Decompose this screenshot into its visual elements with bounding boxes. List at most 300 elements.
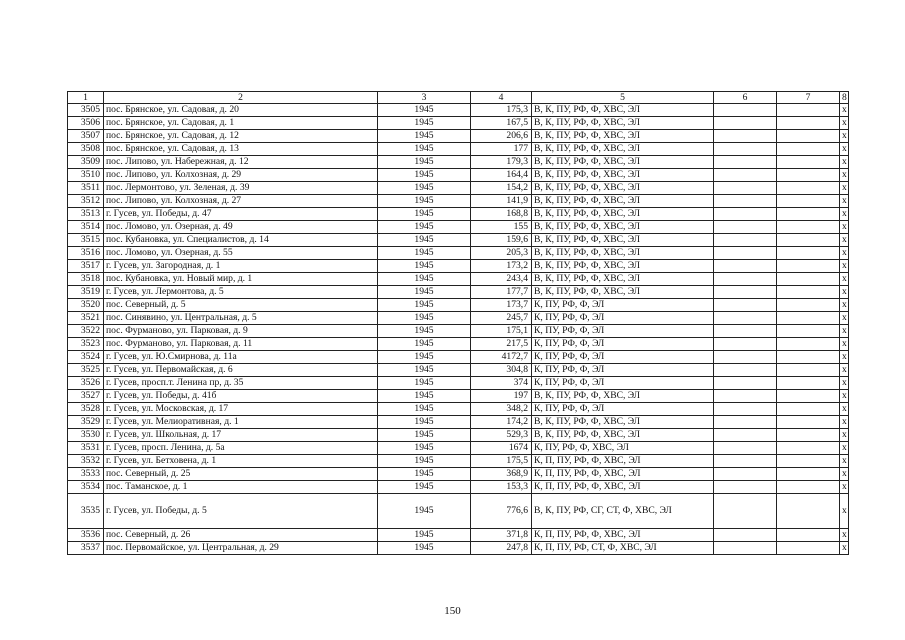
table-row <box>68 221 849 234</box>
col7-cell <box>777 104 840 117</box>
table-row <box>68 494 849 529</box>
col6-cell <box>714 182 777 195</box>
features-cell: К, ПУ, РФ, Ф, ЭЛ <box>532 403 714 416</box>
year-cell: 1945 <box>378 234 471 247</box>
col7-cell <box>777 416 840 429</box>
features-cell: К, ПУ, РФ, Ф, ХВС, ЭЛ <box>532 442 714 455</box>
col8-cell: x <box>840 529 849 542</box>
row-number: 3520 <box>68 299 104 312</box>
row-number: 3537 <box>68 542 104 555</box>
area-cell: 247,8 <box>471 542 532 555</box>
table-row <box>68 403 849 416</box>
features-cell: В, К, ПУ, РФ, Ф, ХВС, ЭЛ <box>532 169 714 182</box>
header-col-6: 6 <box>714 92 777 104</box>
col7-cell <box>777 195 840 208</box>
area-cell: 776,6 <box>471 494 532 529</box>
col7-cell <box>777 247 840 260</box>
col7-cell <box>777 481 840 494</box>
row-number: 3524 <box>68 351 104 364</box>
table-row <box>68 286 849 299</box>
col6-cell <box>714 273 777 286</box>
col7-cell <box>777 208 840 221</box>
col7-cell <box>777 130 840 143</box>
col8-cell: x <box>840 260 849 273</box>
table-row <box>68 390 849 403</box>
col8-cell: x <box>840 351 849 364</box>
features-cell: В, К, ПУ, РФ, Ф, ХВС, ЭЛ <box>532 221 714 234</box>
row-number: 3514 <box>68 221 104 234</box>
address-cell: г. Гусев, ул. Победы, д. 41б <box>104 390 378 403</box>
row-number: 3510 <box>68 169 104 182</box>
year-cell: 1945 <box>378 403 471 416</box>
registry-table <box>67 91 849 555</box>
area-cell: 304,8 <box>471 364 532 377</box>
area-cell: 173,2 <box>471 260 532 273</box>
area-cell: 348,2 <box>471 403 532 416</box>
col8-cell: x <box>840 208 849 221</box>
col6-cell <box>714 455 777 468</box>
row-number: 3528 <box>68 403 104 416</box>
col8-cell: x <box>840 273 849 286</box>
table-row <box>68 273 849 286</box>
year-cell: 1945 <box>378 182 471 195</box>
row-number: 3516 <box>68 247 104 260</box>
features-cell: В, К, ПУ, РФ, Ф, ХВС, ЭЛ <box>532 143 714 156</box>
col8-cell: x <box>840 403 849 416</box>
col7-cell <box>777 234 840 247</box>
features-cell: В, К, ПУ, РФ, Ф, ХВС, ЭЛ <box>532 247 714 260</box>
col6-cell <box>714 351 777 364</box>
features-cell: В, К, ПУ, РФ, Ф, ХВС, ЭЛ <box>532 429 714 442</box>
address-cell: пос. Брянское, ул. Садовая, д. 20 <box>104 104 378 117</box>
col8-cell: x <box>840 481 849 494</box>
col8-cell: x <box>840 494 849 529</box>
features-cell: К, ПУ, РФ, Ф, ЭЛ <box>532 364 714 377</box>
col6-cell <box>714 377 777 390</box>
address-cell: пос. Брянское, ул. Садовая, д. 12 <box>104 130 378 143</box>
row-number: 3534 <box>68 481 104 494</box>
row-number: 3517 <box>68 260 104 273</box>
year-cell: 1945 <box>378 338 471 351</box>
col7-cell <box>777 117 840 130</box>
address-cell: пос. Таманское, д. 1 <box>104 481 378 494</box>
col7-cell <box>777 455 840 468</box>
features-cell: В, К, ПУ, РФ, Ф, ХВС, ЭЛ <box>532 104 714 117</box>
area-cell: 4172,7 <box>471 351 532 364</box>
features-cell: К, ПУ, РФ, Ф, ЭЛ <box>532 351 714 364</box>
table-row <box>68 299 849 312</box>
col6-cell <box>714 117 777 130</box>
address-cell: пос. Липово, ул. Набережная, д. 12 <box>104 156 378 169</box>
area-cell: 164,4 <box>471 169 532 182</box>
col8-cell: x <box>840 542 849 555</box>
col8-cell: x <box>840 286 849 299</box>
address-cell: г. Гусев, ул. Мелиоративная, д. 1 <box>104 416 378 429</box>
row-number: 3511 <box>68 182 104 195</box>
col7-cell <box>777 529 840 542</box>
address-cell: пос. Кубановка, ул. Специалистов, д. 14 <box>104 234 378 247</box>
table-row <box>68 377 849 390</box>
address-cell: г. Гусев, ул. Победы, д. 47 <box>104 208 378 221</box>
features-cell: В, К, ПУ, РФ, Ф, ХВС, ЭЛ <box>532 195 714 208</box>
col6-cell <box>714 221 777 234</box>
address-cell: г. Гусев, просп. Ленина, д. 5а <box>104 442 378 455</box>
area-cell: 168,8 <box>471 208 532 221</box>
address-cell: г. Гусев, ул. Победы, д. 5 <box>104 494 378 529</box>
year-cell: 1945 <box>378 494 471 529</box>
col7-cell <box>777 403 840 416</box>
area-cell: 1674 <box>471 442 532 455</box>
col6-cell <box>714 364 777 377</box>
table-row <box>68 468 849 481</box>
year-cell: 1945 <box>378 299 471 312</box>
header-col-2: 2 <box>104 92 378 104</box>
col6-cell <box>714 104 777 117</box>
row-number: 3526 <box>68 377 104 390</box>
year-cell: 1945 <box>378 442 471 455</box>
year-cell: 1945 <box>378 529 471 542</box>
features-cell: К, ПУ, РФ, Ф, ЭЛ <box>532 325 714 338</box>
col8-cell: x <box>840 169 849 182</box>
area-cell: 159,6 <box>471 234 532 247</box>
col7-cell <box>777 429 840 442</box>
col8-cell: x <box>840 221 849 234</box>
table-row <box>68 542 849 555</box>
features-cell: В, К, ПУ, РФ, Ф, ХВС, ЭЛ <box>532 234 714 247</box>
address-cell: г. Гусев, ул. Загородная, д. 1 <box>104 260 378 273</box>
year-cell: 1945 <box>378 312 471 325</box>
area-cell: 206,6 <box>471 130 532 143</box>
table-row <box>68 247 849 260</box>
header-col-5: 5 <box>532 92 714 104</box>
area-cell: 173,7 <box>471 299 532 312</box>
col8-cell: x <box>840 104 849 117</box>
area-cell: 177,7 <box>471 286 532 299</box>
col7-cell <box>777 442 840 455</box>
year-cell: 1945 <box>378 481 471 494</box>
table-row <box>68 529 849 542</box>
year-cell: 1945 <box>378 130 471 143</box>
year-cell: 1945 <box>378 325 471 338</box>
col6-cell <box>714 442 777 455</box>
col7-cell <box>777 169 840 182</box>
area-cell: 175,3 <box>471 104 532 117</box>
col6-cell <box>714 325 777 338</box>
table-row <box>68 117 849 130</box>
features-cell: В, К, ПУ, РФ, Ф, ХВС, ЭЛ <box>532 208 714 221</box>
col8-cell: x <box>840 390 849 403</box>
address-cell: пос. Синявино, ул. Центральная, д. 5 <box>104 312 378 325</box>
row-number: 3529 <box>68 416 104 429</box>
col8-cell: x <box>840 195 849 208</box>
row-number: 3512 <box>68 195 104 208</box>
col8-cell: x <box>840 455 849 468</box>
col6-cell <box>714 195 777 208</box>
row-number: 3523 <box>68 338 104 351</box>
row-number: 3521 <box>68 312 104 325</box>
header-col-7: 7 <box>777 92 840 104</box>
table-row <box>68 416 849 429</box>
col6-cell <box>714 130 777 143</box>
col7-cell <box>777 351 840 364</box>
features-cell: В, К, ПУ, РФ, Ф, ХВС, ЭЛ <box>532 286 714 299</box>
col8-cell: x <box>840 143 849 156</box>
table-row <box>68 156 849 169</box>
col7-cell <box>777 364 840 377</box>
col6-cell <box>714 299 777 312</box>
area-cell: 175,1 <box>471 325 532 338</box>
features-cell: В, К, ПУ, РФ, Ф, ХВС, ЭЛ <box>532 117 714 130</box>
year-cell: 1945 <box>378 377 471 390</box>
address-cell: пос. Брянское, ул. Садовая, д. 1 <box>104 117 378 130</box>
table-row <box>68 143 849 156</box>
address-cell: пос. Первомайское, ул. Центральная, д. 29 <box>104 542 378 555</box>
features-cell: К, П, ПУ, РФ, Ф, ХВС, ЭЛ <box>532 468 714 481</box>
table-row <box>68 481 849 494</box>
area-cell: 175,5 <box>471 455 532 468</box>
area-cell: 368,9 <box>471 468 532 481</box>
table-row <box>68 182 849 195</box>
year-cell: 1945 <box>378 390 471 403</box>
table-row <box>68 195 849 208</box>
area-cell: 197 <box>471 390 532 403</box>
table-row <box>68 234 849 247</box>
col7-cell <box>777 182 840 195</box>
area-cell: 371,8 <box>471 529 532 542</box>
col7-cell <box>777 221 840 234</box>
col7-cell <box>777 390 840 403</box>
area-cell: 153,3 <box>471 481 532 494</box>
features-cell: К, ПУ, РФ, Ф, ЭЛ <box>532 312 714 325</box>
year-cell: 1945 <box>378 542 471 555</box>
address-cell: пос. Фурманово, ул. Парковая, д. 11 <box>104 338 378 351</box>
row-number: 3505 <box>68 104 104 117</box>
table-row <box>68 351 849 364</box>
table-row <box>68 442 849 455</box>
row-number: 3508 <box>68 143 104 156</box>
area-cell: 245,7 <box>471 312 532 325</box>
row-number: 3506 <box>68 117 104 130</box>
year-cell: 1945 <box>378 208 471 221</box>
year-cell: 1945 <box>378 260 471 273</box>
row-number: 3519 <box>68 286 104 299</box>
col7-cell <box>777 156 840 169</box>
area-cell: 155 <box>471 221 532 234</box>
year-cell: 1945 <box>378 273 471 286</box>
table-row <box>68 364 849 377</box>
year-cell: 1945 <box>378 195 471 208</box>
features-cell: В, К, ПУ, РФ, Ф, ХВС, ЭЛ <box>532 182 714 195</box>
area-cell: 179,3 <box>471 156 532 169</box>
address-cell: г. Гусев, ул. Школьная, д. 17 <box>104 429 378 442</box>
features-cell: К, П, ПУ, РФ, Ф, ХВС, ЭЛ <box>532 529 714 542</box>
row-number: 3509 <box>68 156 104 169</box>
table-body <box>68 104 849 555</box>
features-cell: В, К, ПУ, РФ, Ф, ХВС, ЭЛ <box>532 416 714 429</box>
year-cell: 1945 <box>378 468 471 481</box>
col7-cell <box>777 338 840 351</box>
row-number: 3531 <box>68 442 104 455</box>
col7-cell <box>777 299 840 312</box>
year-cell: 1945 <box>378 429 471 442</box>
table-row <box>68 325 849 338</box>
header-col-1: 1 <box>68 92 104 104</box>
col8-cell: x <box>840 117 849 130</box>
col6-cell <box>714 260 777 273</box>
col7-cell <box>777 273 840 286</box>
year-cell: 1945 <box>378 247 471 260</box>
features-cell: В, К, ПУ, РФ, Ф, ХВС, ЭЛ <box>532 273 714 286</box>
col8-cell: x <box>840 182 849 195</box>
address-cell: пос. Северный, д. 25 <box>104 468 378 481</box>
header-row <box>68 92 849 104</box>
year-cell: 1945 <box>378 104 471 117</box>
features-cell: В, К, ПУ, РФ, Ф, ХВС, ЭЛ <box>532 390 714 403</box>
col8-cell: x <box>840 234 849 247</box>
row-number: 3515 <box>68 234 104 247</box>
year-cell: 1945 <box>378 117 471 130</box>
row-number: 3527 <box>68 390 104 403</box>
col7-cell <box>777 542 840 555</box>
features-cell: В, К, ПУ, РФ, Ф, ХВС, ЭЛ <box>532 130 714 143</box>
row-number: 3532 <box>68 455 104 468</box>
row-number: 3525 <box>68 364 104 377</box>
col6-cell <box>714 247 777 260</box>
col8-cell: x <box>840 429 849 442</box>
year-cell: 1945 <box>378 143 471 156</box>
features-cell: В, К, ПУ, РФ, СГ, СТ, Ф, ХВС, ЭЛ <box>532 494 714 529</box>
table-row <box>68 429 849 442</box>
col6-cell <box>714 529 777 542</box>
col6-cell <box>714 338 777 351</box>
col7-cell <box>777 143 840 156</box>
area-cell: 167,5 <box>471 117 532 130</box>
col8-cell: x <box>840 442 849 455</box>
address-cell: пос. Липово, ул. Колхозная, д. 27 <box>104 195 378 208</box>
table-row <box>68 338 849 351</box>
row-number: 3518 <box>68 273 104 286</box>
col8-cell: x <box>840 156 849 169</box>
col8-cell: x <box>840 468 849 481</box>
col7-cell <box>777 325 840 338</box>
table-row <box>68 455 849 468</box>
area-cell: 174,2 <box>471 416 532 429</box>
col6-cell <box>714 234 777 247</box>
address-cell: пос. Кубановка, ул. Новый мир, д. 1 <box>104 273 378 286</box>
col6-cell <box>714 429 777 442</box>
col6-cell <box>714 416 777 429</box>
address-cell: г. Гусев, ул. Бетховена, д. 1 <box>104 455 378 468</box>
address-cell: г. Гусев, ул. Первомайская, д. 6 <box>104 364 378 377</box>
year-cell: 1945 <box>378 364 471 377</box>
area-cell: 141,9 <box>471 195 532 208</box>
col6-cell <box>714 312 777 325</box>
address-cell: г. Гусев, ул. Лермонтова, д. 5 <box>104 286 378 299</box>
features-cell: В, К, ПУ, РФ, Ф, ХВС, ЭЛ <box>532 260 714 273</box>
row-number: 3533 <box>68 468 104 481</box>
col6-cell <box>714 156 777 169</box>
table-row <box>68 208 849 221</box>
col7-cell <box>777 260 840 273</box>
address-cell: пос. Северный, д. 26 <box>104 529 378 542</box>
col6-cell <box>714 403 777 416</box>
table-row <box>68 260 849 273</box>
col7-cell <box>777 377 840 390</box>
features-cell: В, К, ПУ, РФ, Ф, ХВС, ЭЛ <box>532 156 714 169</box>
header-col-3: 3 <box>378 92 471 104</box>
col6-cell <box>714 494 777 529</box>
year-cell: 1945 <box>378 156 471 169</box>
area-cell: 154,2 <box>471 182 532 195</box>
col8-cell: x <box>840 416 849 429</box>
col8-cell: x <box>840 325 849 338</box>
page-number: 150 <box>444 605 461 617</box>
col7-cell <box>777 494 840 529</box>
address-cell: г. Гусев, ул. Московская, д. 17 <box>104 403 378 416</box>
col7-cell <box>777 468 840 481</box>
row-number: 3522 <box>68 325 104 338</box>
area-cell: 217,5 <box>471 338 532 351</box>
col7-cell <box>777 312 840 325</box>
header-col-4: 4 <box>471 92 532 104</box>
address-cell: пос. Ломово, ул. Озерная, д. 49 <box>104 221 378 234</box>
area-cell: 374 <box>471 377 532 390</box>
features-cell: К, ПУ, РФ, Ф, ЭЛ <box>532 377 714 390</box>
row-number: 3535 <box>68 494 104 529</box>
header-col-8: 8 <box>840 92 849 104</box>
address-cell: пос. Лермонтово, ул. Зеленая, д. 39 <box>104 182 378 195</box>
features-cell: К, П, ПУ, РФ, Ф, ХВС, ЭЛ <box>532 455 714 468</box>
address-cell: пос. Брянское, ул. Садовая, д. 13 <box>104 143 378 156</box>
year-cell: 1945 <box>378 455 471 468</box>
col8-cell: x <box>840 312 849 325</box>
year-cell: 1945 <box>378 221 471 234</box>
table-row <box>68 104 849 117</box>
address-cell: пос. Фурманово, ул. Парковая, д. 9 <box>104 325 378 338</box>
features-cell: К, ПУ, РФ, Ф, ЭЛ <box>532 338 714 351</box>
area-cell: 529,3 <box>471 429 532 442</box>
col6-cell <box>714 481 777 494</box>
table-row <box>68 169 849 182</box>
area-cell: 243,4 <box>471 273 532 286</box>
address-cell: г. Гусев, ул. Ю.Смирнова, д. 11а <box>104 351 378 364</box>
row-number: 3536 <box>68 529 104 542</box>
col6-cell <box>714 286 777 299</box>
col8-cell: x <box>840 338 849 351</box>
year-cell: 1945 <box>378 169 471 182</box>
table-row <box>68 312 849 325</box>
year-cell: 1945 <box>378 351 471 364</box>
row-number: 3513 <box>68 208 104 221</box>
col6-cell <box>714 468 777 481</box>
col6-cell <box>714 390 777 403</box>
col8-cell: x <box>840 364 849 377</box>
area-cell: 205,3 <box>471 247 532 260</box>
features-cell: К, П, ПУ, РФ, СТ, Ф, ХВС, ЭЛ <box>532 542 714 555</box>
col6-cell <box>714 143 777 156</box>
address-cell: г. Гусев, просп.т. Ленина пр, д. 35 <box>104 377 378 390</box>
features-cell: К, ПУ, РФ, Ф, ЭЛ <box>532 299 714 312</box>
col8-cell: x <box>840 299 849 312</box>
col8-cell: x <box>840 130 849 143</box>
year-cell: 1945 <box>378 416 471 429</box>
row-number: 3507 <box>68 130 104 143</box>
col8-cell: x <box>840 247 849 260</box>
col6-cell <box>714 169 777 182</box>
col6-cell <box>714 542 777 555</box>
year-cell: 1945 <box>378 286 471 299</box>
features-cell: К, П, ПУ, РФ, Ф, ХВС, ЭЛ <box>532 481 714 494</box>
